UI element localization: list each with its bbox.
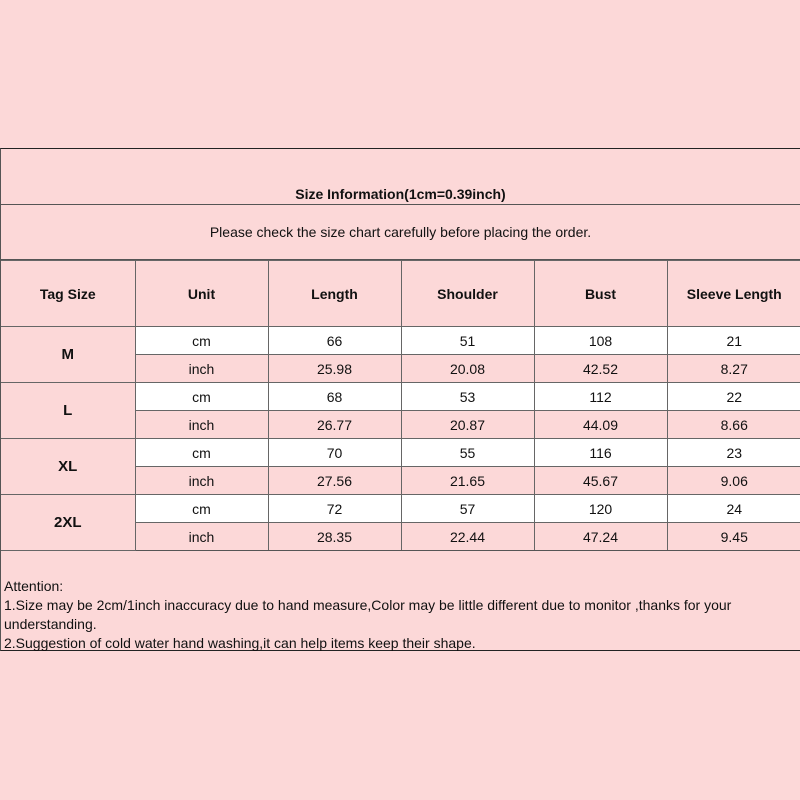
sleeve-length-cell: 9.45 [667, 523, 800, 551]
length-cell: 25.98 [268, 355, 401, 383]
tag-size-cell: XL [1, 439, 135, 495]
tag-size-cell: M [1, 327, 135, 383]
shoulder-cell: 51 [401, 327, 534, 355]
bust-cell: 120 [534, 495, 667, 523]
table-row [1, 327, 800, 355]
length-cell: 26.77 [268, 411, 401, 439]
attention-item: 2.Suggestion of cold water hand washing,it can help items keep their shape. [4, 635, 476, 651]
bust-cell: 47.24 [534, 523, 667, 551]
sleeve-length-cell: 24 [667, 495, 800, 523]
column-header-sleeve-length: Sleeve Length [667, 261, 800, 327]
size-table [1, 260, 800, 551]
attention-item: 1.Size may be 2cm/1inch inaccuracy due to hand measure,Color may be little different due to monitor ,thanks for your understanding. [4, 597, 732, 632]
bust-cell: 116 [534, 439, 667, 467]
length-cell: 70 [268, 439, 401, 467]
length-cell: 28.35 [268, 523, 401, 551]
shoulder-cell: 53 [401, 383, 534, 411]
sleeve-length-cell: 22 [667, 383, 800, 411]
table-row [1, 439, 800, 467]
chart-subtitle: Please check the size chart carefully before placing the order. [1, 205, 800, 260]
column-header-tag-size: Tag Size [1, 261, 135, 327]
tag-size-cell: L [1, 383, 135, 439]
table-header-row [1, 261, 800, 327]
shoulder-cell: 57 [401, 495, 534, 523]
sleeve-length-cell: 9.06 [667, 467, 800, 495]
length-cell: 68 [268, 383, 401, 411]
column-header-length: Length [268, 261, 401, 327]
unit-cell: cm [135, 383, 268, 411]
bust-cell: 44.09 [534, 411, 667, 439]
column-header-shoulder: Shoulder [401, 261, 534, 327]
shoulder-cell: 22.44 [401, 523, 534, 551]
bust-cell: 45.67 [534, 467, 667, 495]
bust-cell: 112 [534, 383, 667, 411]
column-header-bust: Bust [534, 261, 667, 327]
shoulder-cell: 20.87 [401, 411, 534, 439]
bust-cell: 42.52 [534, 355, 667, 383]
table-row [1, 383, 800, 411]
sleeve-length-cell: 23 [667, 439, 800, 467]
attention-heading: Attention: [4, 578, 64, 594]
length-cell: 72 [268, 495, 401, 523]
attention-notes [1, 551, 800, 653]
table-row [1, 495, 800, 523]
shoulder-cell: 20.08 [401, 355, 534, 383]
unit-cell: inch [135, 411, 268, 439]
unit-cell: cm [135, 439, 268, 467]
unit-cell: cm [135, 495, 268, 523]
unit-cell: inch [135, 523, 268, 551]
bust-cell: 108 [534, 327, 667, 355]
shoulder-cell: 55 [401, 439, 534, 467]
shoulder-cell: 21.65 [401, 467, 534, 495]
size-chart [0, 148, 800, 651]
sleeve-length-cell: 21 [667, 327, 800, 355]
length-cell: 66 [268, 327, 401, 355]
unit-cell: inch [135, 467, 268, 495]
length-cell: 27.56 [268, 467, 401, 495]
column-header-unit: Unit [135, 261, 268, 327]
unit-cell: cm [135, 327, 268, 355]
sleeve-length-cell: 8.27 [667, 355, 800, 383]
unit-cell: inch [135, 355, 268, 383]
tag-size-cell: 2XL [1, 495, 135, 551]
sleeve-length-cell: 8.66 [667, 411, 800, 439]
chart-title: Size Information(1cm=0.39inch) [1, 149, 800, 205]
